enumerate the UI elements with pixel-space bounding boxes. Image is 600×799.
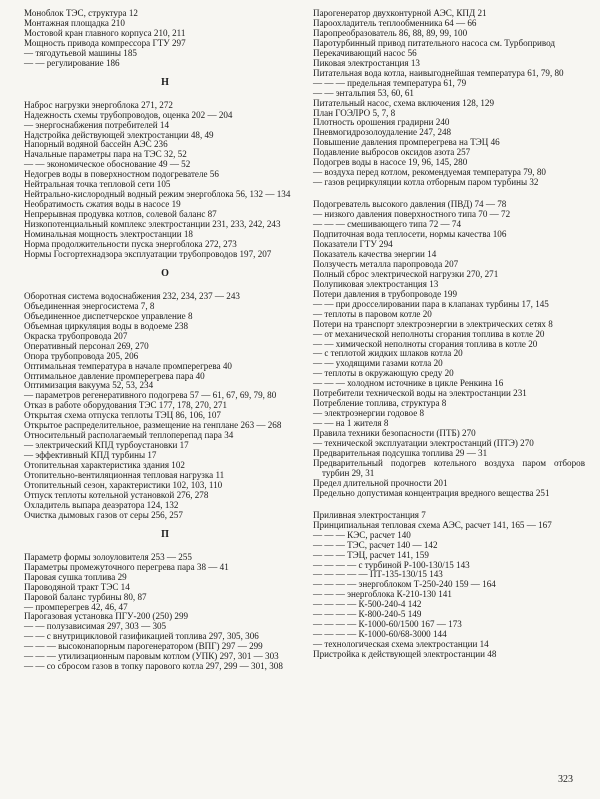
index-entry: — теплоты в окружающую среду 20 bbox=[313, 368, 454, 379]
index-entry: — теплоты в паровом котле 20 bbox=[313, 308, 432, 319]
index-entry: Непрерывная продувка котлов, солевой баланс 87 bbox=[24, 209, 217, 220]
index-entry: Потери на транспорт электроэнергии в электрических сетях 8 bbox=[313, 318, 553, 329]
index-entry: Параметры промежуточного перегрева пара 38 — 41 bbox=[24, 561, 229, 572]
index-entry: — — полузависимая 297, 303 — 305 bbox=[24, 621, 167, 632]
index-entry: Пиковая электростанция 13 bbox=[313, 57, 420, 68]
index-entry: — — — — с турбиной Р-100-130/15 143 bbox=[313, 559, 470, 570]
index-entry: Относительный располагаемый теплоперепад пара 34 bbox=[24, 430, 234, 441]
index-entry: — воздуха перед котлом, рекомендуемая температура 79, 80 bbox=[313, 167, 546, 178]
index-entry: Потребители технической воды на электростанции 231 bbox=[313, 388, 527, 399]
index-entry: Подогреватель высокого давления (ПВД) 74 — 78 bbox=[313, 199, 507, 210]
index-entry: Показатель качества энергии 14 bbox=[313, 248, 437, 259]
index-entry: Объединенное диспетчерское управление 8 bbox=[24, 310, 193, 321]
index-entry: Недогрев воды в поверхностном подогревателе 56 bbox=[24, 169, 219, 180]
index-entry: — — — — — ПТ-135-130/15 143 bbox=[313, 569, 443, 580]
index-entry: Охладитель выпара деаэратора 124, 132 bbox=[24, 499, 179, 510]
index-entry: Потребление топлива, структура 8 bbox=[313, 398, 447, 409]
index-entry: Наброс нагрузки энергоблока 271, 272 bbox=[24, 99, 173, 110]
index-entry: Приливная электростанция 7 bbox=[313, 509, 426, 520]
index-entry: — — химической неполноты сгорания топлива в котле 20 bbox=[313, 338, 538, 349]
section-letter: П bbox=[161, 528, 169, 540]
index-entry: — — — энергоблока К-210-130 141 bbox=[313, 589, 452, 600]
index-entry: — — — — К-800-240-5 149 bbox=[313, 609, 422, 620]
index-entry: Начальные параметры пара на ТЭС 32, 52 bbox=[24, 149, 187, 160]
index-entry: — — — — энергоблоком Т-250-240 159 — 164 bbox=[313, 579, 496, 590]
index-entry: Полный сброс электрической нагрузки 270, 271 bbox=[313, 268, 499, 279]
index-entry: — — — — К-500-240-4 142 bbox=[313, 599, 422, 610]
index-entry: Перекачивающий насос 56 bbox=[313, 47, 417, 58]
index-entry: Надстройка действующей электростанции 48, 49 bbox=[24, 129, 214, 140]
index-entry: Отопительная характеристика здания 102 bbox=[24, 460, 185, 471]
index-entry: — технической эксплуатации электростанций (ПТЭ) 270 bbox=[313, 438, 534, 449]
index-entry: — — уходящими газами котла 20 bbox=[313, 358, 443, 369]
index-entry: — с теплотой жидких шлаков котла 20 bbox=[313, 348, 463, 359]
index-entry: Отпуск теплоты котельной установкой 276, 278 bbox=[24, 489, 209, 500]
index-entry: — электроэнергии годовое 8 bbox=[313, 408, 425, 419]
index-entry: Ползучесть металла паропровода 207 bbox=[313, 258, 459, 269]
index-entry: Норма продолжительности пуска энергоблока 272, 273 bbox=[24, 239, 237, 250]
index-entry: — — с внутрицикловой газификацией топлива 297, 305, 306 bbox=[24, 631, 259, 642]
index-entry: Паровая сушка топлива 29 bbox=[24, 571, 127, 582]
index-entry: Отопительно-вентиляционная тепловая нагрузка 11 bbox=[24, 470, 225, 481]
index-entry: Паровой баланс турбины 80, 87 bbox=[24, 591, 147, 602]
index-entry: Пароохладитель теплообменника 64 — 66 bbox=[313, 17, 477, 28]
index-entry: — — — предельная температура 61, 79 bbox=[313, 77, 467, 88]
index-entry: Предварительный подогрев котельного воздуха паром отборов турбин 29, 31 bbox=[313, 457, 585, 478]
index-entry: Предельно допустимая концентрация вредного вещества 251 bbox=[313, 487, 550, 498]
index-entry: — — на 1 жителя 8 bbox=[313, 418, 389, 429]
index-entry: — — — смешивающего типа 72 — 74 bbox=[313, 219, 462, 230]
index-entry: — электрический КПД турбоустановки 17 bbox=[24, 440, 189, 451]
index-entry: Нейтральная точка тепловой сети 105 bbox=[24, 179, 171, 190]
index-entry: — — энтальпия 53, 60, 61 bbox=[313, 87, 414, 98]
index-entry: Отопительный сезон, характеристики 102, 103, 110 bbox=[24, 479, 223, 490]
index-entry: Оборотная система водоснабжения 232, 234, 237 — 243 bbox=[24, 290, 240, 301]
index-entry: Повышение давления промперегрева на ТЭЦ 46 bbox=[313, 137, 500, 148]
index-entry: Оптимизация вакуума 52, 53, 234 bbox=[24, 380, 154, 391]
index-entry: — — регулирование 186 bbox=[24, 57, 120, 68]
index-entry: Оперативный персонал 269, 270 bbox=[24, 340, 149, 351]
index-entry: Потери давления в трубопроводе 199 bbox=[313, 288, 458, 299]
index-entry: Опора трубопровода 205, 206 bbox=[24, 350, 139, 361]
index-entry: Отказ в работе оборудования ТЭС 177, 178, 270, 271 bbox=[24, 400, 228, 411]
entry-gap bbox=[313, 499, 585, 511]
index-entry: Монтажная площадка 210 bbox=[24, 17, 125, 28]
index-entry: Пневмогидрозолоудаление 247, 248 bbox=[313, 127, 452, 138]
index-entry: — — — высоконапорным парогенератором (ВПГ) 297 — 299 bbox=[24, 641, 263, 652]
index-entry: Низкопотенциальный комплекс электростанции 231, 233, 242, 243 bbox=[24, 219, 281, 230]
index-entry: — — — — К-1000-60/68-3000 144 bbox=[313, 629, 447, 640]
index-entry: — от механической неполноты сгорания топлива в котле 20 bbox=[313, 328, 545, 339]
index-entry: Мостовой кран главного корпуса 210, 211 bbox=[24, 27, 186, 38]
index-entry: — — — утилизационным паровым котлом (УПК) 297, 301 — 303 bbox=[24, 651, 279, 662]
index-entry: Очистка дымовых газов от серы 256, 257 bbox=[24, 509, 183, 520]
index-entry: Объединенная энергосистема 7, 8 bbox=[24, 300, 155, 311]
index-entry: — — — КЭС, расчет 140 bbox=[313, 529, 411, 540]
index-entry: Питательный насос, схема включения 128, 129 bbox=[313, 97, 495, 108]
page-number: 323 bbox=[558, 774, 573, 785]
index-entry: — — — ТЭС, расчет 140 — 142 bbox=[313, 539, 438, 550]
index-entry: Правила техники безопасности (ПТБ) 270 bbox=[313, 428, 476, 439]
index-entry: — — при дросселировании пара в клапанах турбины 17, 145 bbox=[313, 298, 549, 309]
index-entry: Объемная циркуляция воды в водоеме 238 bbox=[24, 320, 189, 331]
index-entry: Подпиточная вода теплосети, нормы качества 106 bbox=[313, 229, 507, 240]
index-entry: Подогрев воды в насосе 19, 96, 145, 280 bbox=[313, 157, 468, 168]
index-entry: Необратимость сжатия воды в насосе 19 bbox=[24, 199, 181, 210]
index-entry: — газов рециркуляции котла отборным паром турбины 32 bbox=[313, 177, 539, 188]
index-entry: Моноблок ТЭС, структура 12 bbox=[24, 8, 138, 18]
index-entry: Надежность схемы трубопроводов, оценка 202 — 204 bbox=[24, 109, 233, 120]
index-entry: Мощность привода компрессора ГТУ 297 bbox=[24, 37, 186, 48]
index-entry: — низкого давления поверхностного типа 70 — 72 bbox=[313, 209, 511, 220]
index-entry: Оптимальная температура в начале промперегрева 40 bbox=[24, 360, 232, 371]
index-entry: Пристройка к действующей электростанции 48 bbox=[313, 649, 497, 660]
index-entry: Предварительная подсушка топлива 29 — 31 bbox=[313, 447, 488, 458]
index-column-right bbox=[313, 9, 585, 660]
index-entry: — технологическая схема электростанции 14 bbox=[313, 639, 489, 650]
index-entry: — эффективный КПД турбины 17 bbox=[24, 450, 157, 461]
index-entry: Плотность орошения градирни 240 bbox=[313, 117, 450, 128]
section-letter: Н bbox=[161, 76, 169, 88]
index-entry: — — — ТЭЦ, расчет 141, 159 bbox=[313, 549, 429, 560]
index-entry: Пароводяной тракт ТЭС 14 bbox=[24, 581, 130, 592]
index-entry: Паротурбинный привод питательного насоса см. Турбопривод bbox=[313, 37, 556, 48]
index-entry: — тягодутьевой машины 185 bbox=[24, 47, 137, 58]
index-entry: — промперегрев 42, 46, 47 bbox=[24, 601, 128, 612]
index-entry: Парогазовая установка ПГУ-200 (250) 299 bbox=[24, 611, 189, 622]
index-entry: Параметр формы золоуловителя 253 — 255 bbox=[24, 551, 192, 562]
index-entry: Полупиковая электростанция 13 bbox=[313, 278, 439, 289]
index-entry: Нейтрально-кислородный водный режим энергоблока 56, 132 — 134 bbox=[24, 189, 291, 200]
index-entry: Нормы Госгортехнадзора эксплуатации трубопроводов 197, 207 bbox=[24, 248, 272, 259]
index-entry: Паропреобразователь 86, 88, 89, 99, 100 bbox=[313, 27, 468, 38]
index-entry: — — экономическое обоснование 49 — 52 bbox=[24, 159, 191, 170]
index-entry: Предел длительной прочности 201 bbox=[313, 477, 448, 488]
index-entry: — — — — К-1000-60/1500 167 — 173 bbox=[313, 619, 462, 630]
index-entry: Открытое распределительное, размещение на генплане 263 — 268 bbox=[24, 420, 282, 431]
index-entry: Номинальная мощность электростанции 18 bbox=[24, 229, 193, 240]
index-entry: Принципиальная тепловая схема АЭС, расчет 141, 165 — 167 bbox=[313, 519, 552, 530]
index-entry: Парогенератор двухконтурной АЭС, КПД 21 bbox=[313, 8, 487, 18]
index-entry: Окраска трубопровода 207 bbox=[24, 330, 128, 341]
index-column-left bbox=[24, 9, 306, 672]
index-entry: Напорный водяной бассейн АЭС 236 bbox=[24, 139, 168, 150]
index-entry: — — со сбросом газов в топку парового котла 297, 299 — 301, 308 bbox=[24, 661, 283, 672]
index-entry: Подавление выбросов оксидов азота 257 bbox=[313, 147, 471, 158]
index-entry: — параметров регенеративного подогрева 57 — 61, 67, 69, 79, 80 bbox=[24, 390, 277, 401]
index-entry: Оптимальное давление промперегрева пара 40 bbox=[24, 370, 205, 381]
index-entry: План ГОЭЛРО 5, 7, 8 bbox=[313, 107, 396, 118]
index-entry: — — — холодном источнике в цикле Ренкина 16 bbox=[313, 378, 504, 389]
index-entry: Питательная вода котла, наивыгоднейшая температура 61, 79, 80 bbox=[313, 67, 564, 78]
index-entry: Открытая схема отпуска теплоты ТЭЦ 86, 106, 107 bbox=[24, 410, 221, 421]
index-entry: Показатели ГТУ 294 bbox=[313, 238, 393, 249]
index-entry: — энергоснабжения потребителей 14 bbox=[24, 119, 169, 130]
section-letter: О bbox=[161, 267, 169, 279]
